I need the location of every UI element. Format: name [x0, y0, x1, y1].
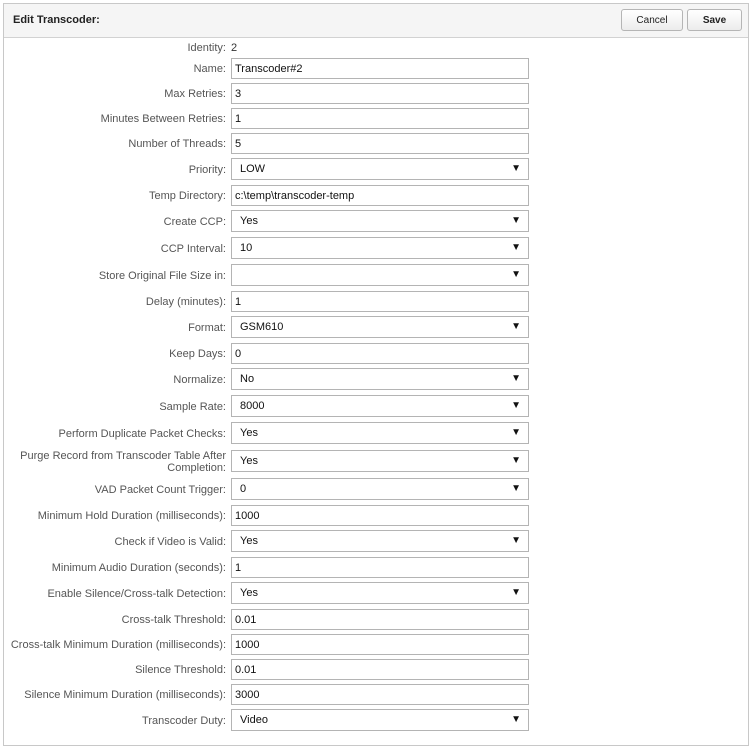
- duplicate-packet-checks-select[interactable]: [231, 422, 529, 444]
- crosstalk-minimum-duration-label: Cross-talk Minimum Duration (milliseconds):: [10, 639, 226, 651]
- purge-record-label: [0, 450, 226, 474]
- minutes-between-retries-label: Minutes Between Retries:: [100, 113, 226, 125]
- page-title: Edit Transcoder:: [13, 14, 100, 26]
- max-retries-label: Max Retries:: [164, 88, 226, 100]
- temp-directory-input[interactable]: [231, 185, 529, 206]
- cancel-button[interactable]: Cancel: [621, 9, 683, 31]
- transcoder-duty-select[interactable]: [231, 709, 529, 731]
- enable-silence-detection-select[interactable]: [231, 582, 529, 604]
- store-original-file-size-label: Store Original File Size in:: [98, 270, 226, 282]
- minimum-audio-duration-label: Minimum Audio Duration (seconds):: [51, 562, 226, 574]
- crosstalk-threshold-label: Cross-talk Threshold:: [121, 614, 226, 626]
- crosstalk-minimum-duration-input[interactable]: [231, 634, 529, 655]
- minimum-audio-duration-input[interactable]: [231, 557, 529, 578]
- dropdown-arrow-icon: ▼: [511, 269, 521, 280]
- purge-record-select[interactable]: [231, 450, 529, 472]
- keep-days-label: Keep Days:: [169, 348, 226, 360]
- transcoder-duty-selected-value: Video: [240, 714, 268, 726]
- sample-rate-selected-value: 8000: [240, 400, 265, 412]
- priority-select[interactable]: [231, 158, 529, 180]
- sample-rate-label: Sample Rate:: [159, 401, 226, 413]
- save-button[interactable]: Save: [687, 9, 742, 31]
- normalize-select[interactable]: [231, 368, 529, 390]
- check-video-valid-label: Check if Video is Valid:: [114, 536, 226, 548]
- store-original-file-size-select[interactable]: [231, 264, 529, 286]
- max-retries-input[interactable]: [231, 83, 529, 104]
- dropdown-arrow-icon: ▼: [511, 455, 521, 466]
- enable-silence-detection-selected-value: Yes: [240, 587, 258, 599]
- crosstalk-threshold-input[interactable]: [231, 609, 529, 630]
- priority-selected-value: LOW: [240, 163, 266, 175]
- name-label: Name:: [193, 63, 226, 75]
- vad-packet-count-trigger-label: VAD Packet Count Trigger:: [94, 484, 226, 496]
- duplicate-packet-checks-label: Perform Duplicate Packet Checks:: [58, 428, 226, 440]
- delay-minutes-label: Delay (minutes):: [145, 296, 226, 308]
- purge-record-label-line2: Completion:: [167, 462, 226, 474]
- silence-minimum-duration-label: Silence Minimum Duration (milliseconds):: [24, 689, 226, 701]
- check-video-valid-selected-value: Yes: [240, 535, 258, 547]
- format-select[interactable]: [231, 316, 529, 338]
- dropdown-arrow-icon: ▼: [511, 373, 521, 384]
- enable-silence-detection-label: Enable Silence/Cross-talk Detection:: [47, 588, 226, 600]
- silence-threshold-input[interactable]: [231, 659, 529, 680]
- vad-packet-count-trigger-select[interactable]: [231, 478, 529, 500]
- dropdown-arrow-icon: ▼: [511, 400, 521, 411]
- panel-header: [4, 4, 748, 38]
- vad-packet-count-trigger-selected-value: 0: [240, 483, 247, 495]
- create-ccp-label: Create CCP:: [163, 216, 226, 228]
- name-input[interactable]: [231, 58, 529, 79]
- dropdown-arrow-icon: ▼: [511, 163, 521, 174]
- delay-minutes-input[interactable]: [231, 291, 529, 312]
- dropdown-arrow-icon: ▼: [511, 321, 521, 332]
- check-video-valid-select[interactable]: [231, 530, 529, 552]
- create-ccp-select[interactable]: [231, 210, 529, 232]
- normalize-label: Normalize:: [173, 374, 226, 386]
- dropdown-arrow-icon: ▼: [511, 215, 521, 226]
- identity-value: 2: [231, 42, 238, 54]
- silence-minimum-duration-input[interactable]: [231, 684, 529, 705]
- ccp-interval-label: CCP Interval:: [160, 243, 226, 255]
- format-label: Format:: [188, 322, 226, 334]
- minimum-hold-duration-label: Minimum Hold Duration (milliseconds):: [37, 510, 226, 522]
- priority-label: Priority:: [188, 164, 226, 176]
- purge-record-selected-value: Yes: [240, 455, 258, 467]
- silence-threshold-label: Silence Threshold:: [135, 664, 226, 676]
- temp-directory-label: Temp Directory:: [148, 190, 226, 202]
- ccp-interval-select[interactable]: [231, 237, 529, 259]
- number-of-threads-label: Number of Threads:: [128, 138, 226, 150]
- duplicate-packet-checks-selected-value: Yes: [240, 427, 258, 439]
- dropdown-arrow-icon: ▼: [511, 242, 521, 253]
- sample-rate-select[interactable]: [231, 395, 529, 417]
- number-of-threads-input[interactable]: [231, 133, 529, 154]
- transcoder-duty-label: Transcoder Duty:: [142, 715, 226, 727]
- format-selected-value: GSM610: [240, 321, 284, 333]
- minimum-hold-duration-input[interactable]: [231, 505, 529, 526]
- create-ccp-selected-value: Yes: [240, 215, 258, 227]
- dropdown-arrow-icon: ▼: [511, 535, 521, 546]
- edit-transcoder-panel: [3, 3, 749, 746]
- dropdown-arrow-icon: ▼: [511, 427, 521, 438]
- keep-days-input[interactable]: [231, 343, 529, 364]
- dropdown-arrow-icon: ▼: [511, 714, 521, 725]
- purge-record-label-line1: Purge Record from Transcoder Table After: [20, 450, 226, 462]
- normalize-selected-value: No: [240, 373, 255, 385]
- minutes-between-retries-input[interactable]: [231, 108, 529, 129]
- identity-label: Identity:: [187, 42, 226, 54]
- ccp-interval-selected-value: 10: [240, 242, 253, 254]
- dropdown-arrow-icon: ▼: [511, 483, 521, 494]
- dropdown-arrow-icon: ▼: [511, 587, 521, 598]
